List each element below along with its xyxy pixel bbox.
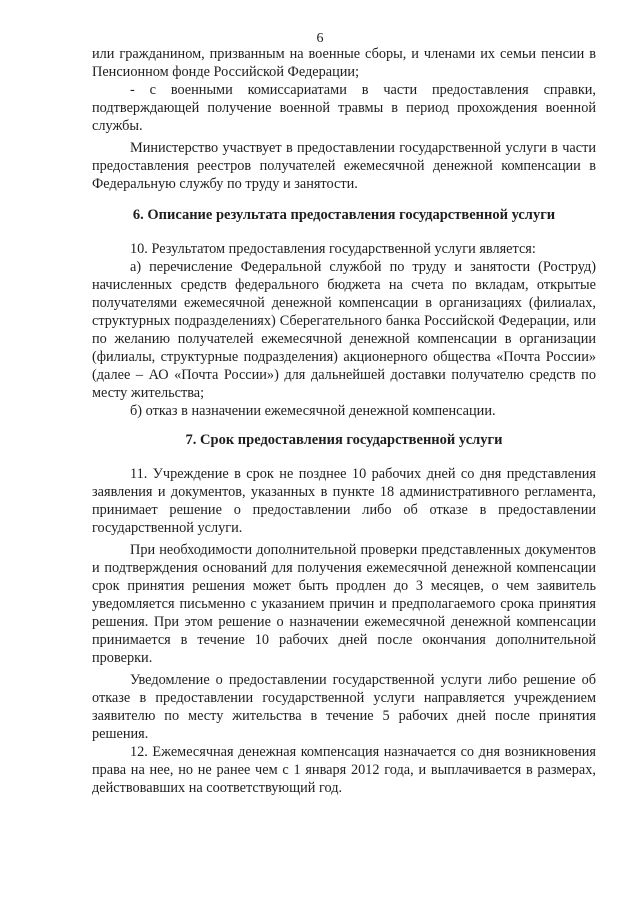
text-block-section-7 — [92, 465, 596, 797]
paragraph-11: 11. Учреждение в срок не позднее 10 рабочих дней со дня представления заявления и документов, указанных в пункте 18 административного регламента, принимает решение о предоставлении либо об отказе в предоставлении государственной услуги. — [92, 466, 596, 536]
paragraph-10: 10. Результатом предоставления государственной услуги является: — [130, 241, 536, 257]
section-6-heading: 6. Описание результата предоставления государственной услуги — [132, 207, 556, 223]
paragraph-10-b: б) отказ в назначении ежемесячной денежной компенсации. — [130, 403, 496, 419]
page-number: 6 — [316, 31, 324, 46]
paragraph-12: 12. Ежемесячная денежная компенсация назначается со дня возникновения права на нее, но не ранее чем с 1 января 2012 года, и выплачивается в размерах, действовавших на соответствующий год. — [92, 744, 596, 796]
paragraph-continuation: или гражданином, призванным на военные сборы, и членами их семьи пенсии в Пенсионном фонде Российской Федерации; — [92, 46, 596, 80]
paragraph-10-a: а) перечисление Федеральной службой по труду и занятости (Роструд) начисленных средств федерального бюджета на счета по вкладам, открытые получателями ежемесячной денежной компенсации в организациях (филиалах, структурных подразделениях) Сберегательного банка Российской Федерации, или по желанию получателей ежемесячной денежной компенсации в организации (филиалы, структурные подразделения) акционерного общества «Почта России» (далее – АО «Почта России») для дальнейшей доставки получателю средств по месту жительства; — [92, 259, 596, 401]
paragraph-11-extension: При необходимости дополнительной проверки представленных документов и подтверждения оснований для получения ежемесячной денежной компенсации срок принятия решения может быть продлен до 3 месяцев, о чем заявитель уведомляется письменно с указанием причин и предполагаемого срока принятия решения. При этом решение о назначении ежемесячной денежной компенсации принимается в течение 10 рабочих дней после окончания дополнительной проверки. — [92, 542, 596, 666]
paragraph-ministry: Министерство участвует в предоставлении государственной услуги в части предоставления реестров получателей ежемесячной денежной компенсации в Федеральную службу по труду и занятости. — [92, 140, 596, 192]
section-7-heading: 7. Срок предоставления государственной услуги — [185, 432, 503, 448]
paragraph-military-commissariats: - с военными комиссариатами в части предоставления справки, подтверждающей получение военной травмы в период прохождения военной службы. — [92, 82, 596, 134]
paragraph-11-notification: Уведомление о предоставлении государственной услуги либо решение об отказе в предоставлении государственной услуги направляется учреждением заявителю по месту жительства в течение 5 рабочих дней после принятия решения. — [92, 672, 596, 742]
text-block-section-6 — [92, 240, 596, 420]
text-block-intro — [92, 45, 596, 193]
